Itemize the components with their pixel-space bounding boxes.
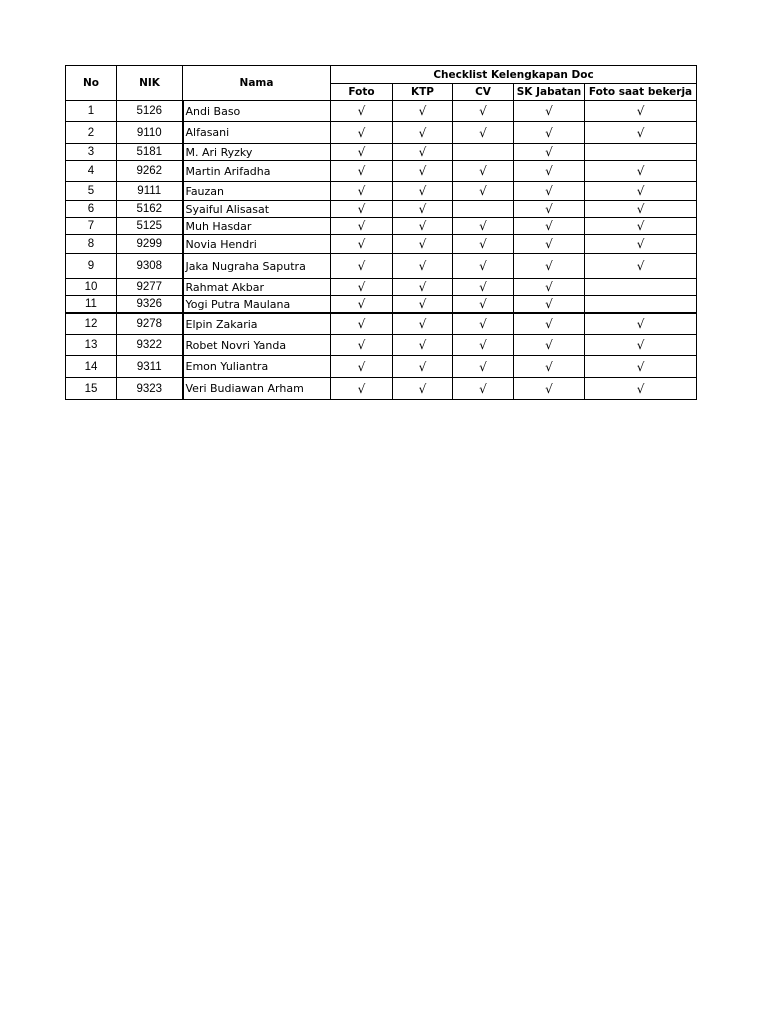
- table-row: [66, 235, 697, 254]
- header-foto-saat-bekerja: Foto saat bekerja: [585, 84, 697, 101]
- cell-nik: 9110: [117, 122, 183, 144]
- cell-no: 12: [66, 313, 117, 335]
- header-foto: Foto: [331, 84, 393, 101]
- cell-cv-check: √: [453, 335, 514, 356]
- cell-foto-saat-bekerja-check: [585, 144, 697, 161]
- cell-ktp-check: √: [393, 254, 453, 279]
- cell-foto-saat-bekerja-check: √: [585, 335, 697, 356]
- cell-sk-jabatan-check: √: [514, 378, 585, 400]
- cell-ktp-check: √: [393, 218, 453, 235]
- cell-foto-check: √: [331, 182, 393, 201]
- cell-nama: M. Ari Ryzky: [183, 144, 331, 161]
- table-row: [66, 356, 697, 378]
- cell-nik: 5125: [117, 218, 183, 235]
- cell-ktp-check: √: [393, 161, 453, 182]
- cell-foto-check: √: [331, 101, 393, 122]
- cell-foto-saat-bekerja-check: √: [585, 218, 697, 235]
- cell-nik: 9111: [117, 182, 183, 201]
- cell-no: 6: [66, 201, 117, 218]
- cell-foto-check: √: [331, 235, 393, 254]
- cell-no: 9: [66, 254, 117, 279]
- cell-ktp-check: √: [393, 378, 453, 400]
- table-row: [66, 122, 697, 144]
- table-body: [66, 101, 697, 400]
- cell-sk-jabatan-check: √: [514, 144, 585, 161]
- cell-foto-check: √: [331, 296, 393, 314]
- cell-no: 15: [66, 378, 117, 400]
- cell-sk-jabatan-check: √: [514, 122, 585, 144]
- cell-foto-saat-bekerja-check: [585, 296, 697, 314]
- cell-nama: Andi Baso: [183, 101, 331, 122]
- cell-ktp-check: √: [393, 144, 453, 161]
- cell-nama: Martin Arifadha: [183, 161, 331, 182]
- table-row: [66, 101, 697, 122]
- table-row: [66, 144, 697, 161]
- cell-foto-saat-bekerja-check: √: [585, 313, 697, 335]
- cell-nama: Robet Novri Yanda: [183, 335, 331, 356]
- cell-ktp-check: √: [393, 201, 453, 218]
- cell-ktp-check: √: [393, 356, 453, 378]
- cell-foto-saat-bekerja-check: √: [585, 235, 697, 254]
- cell-cv-check: √: [453, 356, 514, 378]
- cell-cv-check: √: [453, 235, 514, 254]
- cell-cv-check: [453, 201, 514, 218]
- cell-sk-jabatan-check: √: [514, 182, 585, 201]
- cell-nik: 5181: [117, 144, 183, 161]
- cell-sk-jabatan-check: √: [514, 296, 585, 314]
- cell-cv-check: √: [453, 296, 514, 314]
- cell-cv-check: √: [453, 254, 514, 279]
- header-ktp: KTP: [393, 84, 453, 101]
- cell-foto-saat-bekerja-check: [585, 279, 697, 296]
- cell-cv-check: √: [453, 378, 514, 400]
- cell-ktp-check: √: [393, 296, 453, 314]
- table-row: [66, 182, 697, 201]
- cell-foto-saat-bekerja-check: √: [585, 378, 697, 400]
- cell-no: 10: [66, 279, 117, 296]
- cell-ktp-check: √: [393, 313, 453, 335]
- cell-no: 5: [66, 182, 117, 201]
- cell-foto-saat-bekerja-check: √: [585, 356, 697, 378]
- cell-sk-jabatan-check: √: [514, 356, 585, 378]
- table-row: [66, 254, 697, 279]
- cell-nik: 5126: [117, 101, 183, 122]
- cell-nik: 9326: [117, 296, 183, 314]
- cell-nama: Elpin Zakaria: [183, 313, 331, 335]
- document-checklist-sheet: [65, 65, 696, 400]
- cell-sk-jabatan-check: √: [514, 235, 585, 254]
- cell-no: 1: [66, 101, 117, 122]
- cell-cv-check: √: [453, 313, 514, 335]
- table-row: [66, 161, 697, 182]
- header-no: No: [66, 66, 117, 101]
- cell-nama: Yogi Putra Maulana: [183, 296, 331, 314]
- cell-foto-saat-bekerja-check: √: [585, 161, 697, 182]
- cell-nik: 5162: [117, 201, 183, 218]
- cell-foto-check: √: [331, 144, 393, 161]
- table-row: [66, 378, 697, 400]
- table-row: [66, 296, 697, 314]
- cell-foto-check: √: [331, 218, 393, 235]
- cell-foto-saat-bekerja-check: √: [585, 182, 697, 201]
- cell-nama: Muh Hasdar: [183, 218, 331, 235]
- cell-nama: Jaka Nugraha Saputra: [183, 254, 331, 279]
- cell-nik: 9262: [117, 161, 183, 182]
- table-row: [66, 335, 697, 356]
- header-cv: CV: [453, 84, 514, 101]
- cell-nik: 9322: [117, 335, 183, 356]
- cell-no: 7: [66, 218, 117, 235]
- cell-no: 13: [66, 335, 117, 356]
- cell-nik: 9323: [117, 378, 183, 400]
- cell-cv-check: √: [453, 161, 514, 182]
- cell-no: 2: [66, 122, 117, 144]
- checklist-table: [65, 65, 697, 400]
- cell-nama: Fauzan: [183, 182, 331, 201]
- cell-foto-saat-bekerja-check: √: [585, 201, 697, 218]
- cell-foto-check: √: [331, 279, 393, 296]
- cell-nik: 9277: [117, 279, 183, 296]
- cell-foto-saat-bekerja-check: √: [585, 254, 697, 279]
- cell-nama: Rahmat Akbar: [183, 279, 331, 296]
- cell-nik: 9308: [117, 254, 183, 279]
- cell-sk-jabatan-check: √: [514, 201, 585, 218]
- header-nama: Nama: [183, 66, 331, 101]
- cell-sk-jabatan-check: √: [514, 279, 585, 296]
- cell-no: 4: [66, 161, 117, 182]
- cell-sk-jabatan-check: √: [514, 254, 585, 279]
- cell-sk-jabatan-check: √: [514, 335, 585, 356]
- header-nik: NIK: [117, 66, 183, 101]
- cell-foto-check: √: [331, 356, 393, 378]
- header-sk-jabatan: SK Jabatan: [514, 84, 585, 101]
- cell-nik: 9311: [117, 356, 183, 378]
- cell-sk-jabatan-check: √: [514, 218, 585, 235]
- cell-foto-saat-bekerja-check: √: [585, 101, 697, 122]
- cell-cv-check: √: [453, 182, 514, 201]
- table-row: [66, 279, 697, 296]
- cell-ktp-check: √: [393, 279, 453, 296]
- cell-no: 3: [66, 144, 117, 161]
- cell-cv-check: √: [453, 218, 514, 235]
- cell-no: 8: [66, 235, 117, 254]
- cell-no: 14: [66, 356, 117, 378]
- cell-nama: Alfasani: [183, 122, 331, 144]
- cell-nik: 9278: [117, 313, 183, 335]
- cell-nik: 9299: [117, 235, 183, 254]
- cell-nama: Novia Hendri: [183, 235, 331, 254]
- cell-ktp-check: √: [393, 335, 453, 356]
- cell-foto-check: √: [331, 201, 393, 218]
- cell-cv-check: √: [453, 122, 514, 144]
- header-checklist-group: Checklist Kelengkapan Doc: [331, 66, 697, 84]
- cell-nama: Syaiful Alisasat: [183, 201, 331, 218]
- cell-ktp-check: √: [393, 101, 453, 122]
- cell-foto-check: √: [331, 313, 393, 335]
- cell-sk-jabatan-check: √: [514, 313, 585, 335]
- cell-foto-check: √: [331, 254, 393, 279]
- table-row: [66, 201, 697, 218]
- table-header: [66, 66, 697, 101]
- cell-foto-check: √: [331, 335, 393, 356]
- cell-foto-saat-bekerja-check: √: [585, 122, 697, 144]
- cell-foto-check: √: [331, 378, 393, 400]
- cell-ktp-check: √: [393, 122, 453, 144]
- cell-foto-check: √: [331, 161, 393, 182]
- cell-nama: Veri Budiawan Arham: [183, 378, 331, 400]
- cell-cv-check: √: [453, 279, 514, 296]
- table-row: [66, 218, 697, 235]
- cell-sk-jabatan-check: √: [514, 161, 585, 182]
- cell-no: 11: [66, 296, 117, 314]
- cell-foto-check: √: [331, 122, 393, 144]
- cell-cv-check: √: [453, 101, 514, 122]
- cell-cv-check: [453, 144, 514, 161]
- table-row: [66, 313, 697, 335]
- cell-ktp-check: √: [393, 182, 453, 201]
- cell-nama: Emon Yuliantra: [183, 356, 331, 378]
- cell-sk-jabatan-check: √: [514, 101, 585, 122]
- cell-ktp-check: √: [393, 235, 453, 254]
